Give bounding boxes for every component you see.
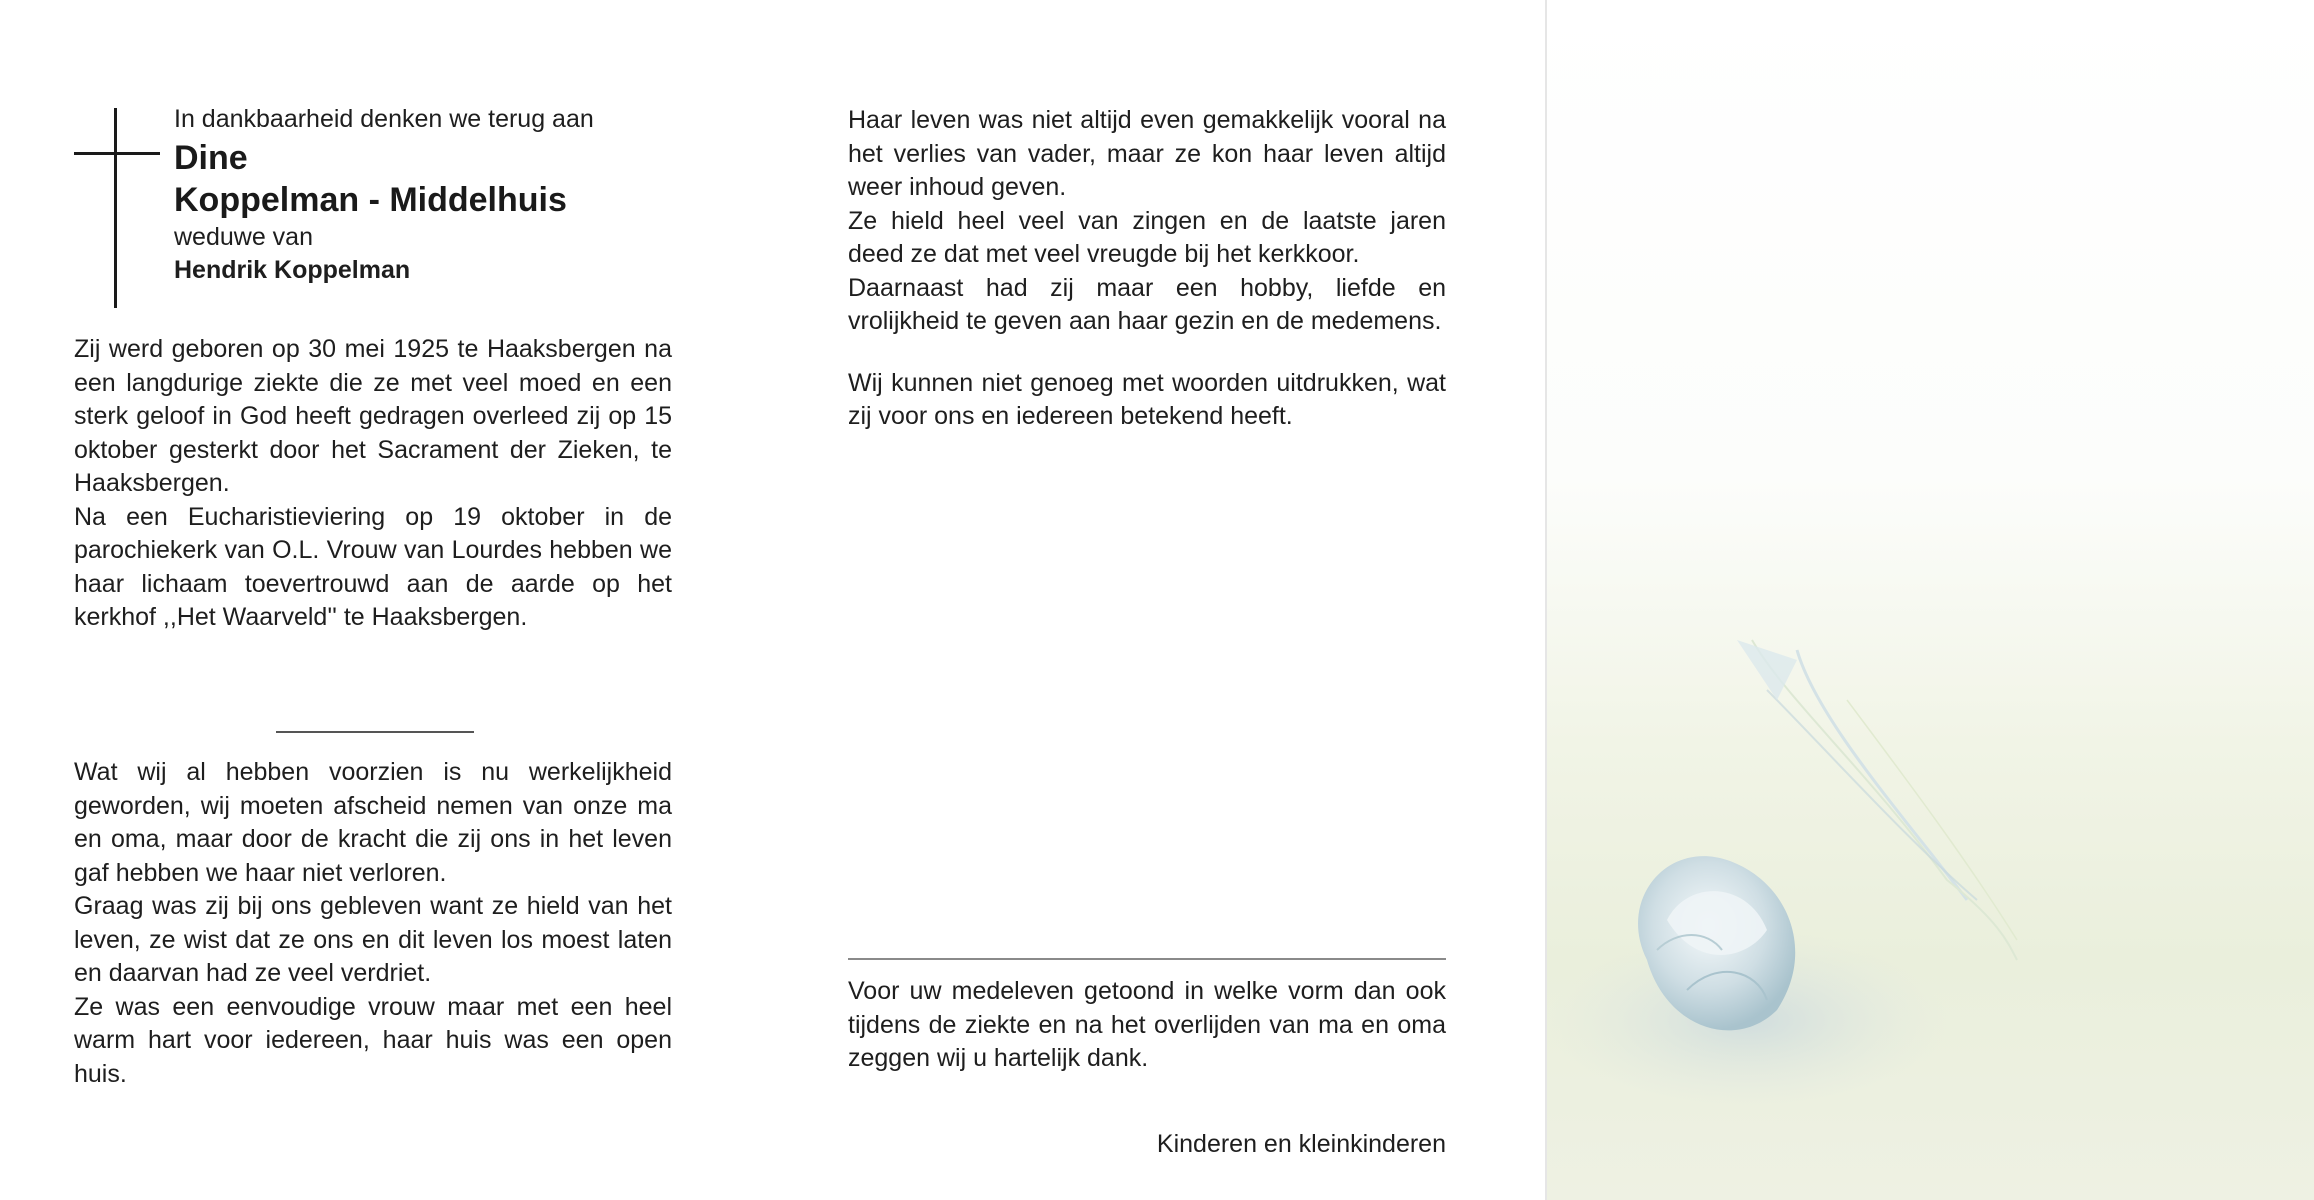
thanks-block — [848, 975, 1446, 1076]
thanks-divider — [848, 958, 1446, 960]
paragraph: Wat wij al hebben voorzien is nu werkelijkheid geworden, wij moeten afscheid nemen van onze ma en oma, maar door de kracht die zij ons in het leven gaf hebben we haar niet verloren. — [74, 758, 672, 887]
first-name: Dine — [174, 138, 248, 177]
paragraph: Graag was zij bij ons gebleven want ze hield van het leven, ze wist dat ze ons en dit leven los moest laten en daarvan had ze veel verdriet. — [74, 892, 672, 987]
rose-illustration — [1547, 0, 2314, 1200]
full-name: Koppelman - Middelhuis — [174, 180, 567, 219]
paragraph: Ze hield heel veel van zingen en de laatste jaren deed ze dat met veel vreugde bij het kerkkoor. — [848, 206, 1446, 268]
funeral-paragraph: Na een Eucharistieviering op 19 oktober in de parochiekerk van O.L. Vrouw van Lourdes hebben we haar lichaam toevertrouwd aan de aarde op het kerkhof ,,Het Waarveld'' te Haaksbergen. — [74, 502, 672, 631]
thanks-paragraph: Voor uw medeleven getoond in welke vorm dan ook tijdens de ziekte en na het overlijden van ma en oma zeggen wij u hartelijk dank. — [848, 977, 1446, 1072]
cross-icon-bar — [74, 152, 160, 155]
section-divider — [276, 731, 474, 733]
rose-icon — [1547, 0, 2314, 1200]
paragraph: Wij kunnen niet genoeg met woorden uitdrukken, wat zij voor ons en iedereen betekend heeft. — [848, 368, 1446, 430]
paragraph: Ze was een eenvoudige vrouw maar met een heel warm hart voor iedereen, haar huis was een open huis. — [74, 992, 672, 1088]
signature: Kinderen en kleinkinderen — [1156, 1130, 1446, 1158]
life-block — [848, 104, 1446, 434]
intro-block — [174, 103, 674, 288]
cross-icon — [114, 108, 117, 308]
biography-block — [74, 333, 672, 635]
opening-line: In dankbaarheid denken we terug aan — [174, 105, 594, 133]
paragraph: Haar leven was niet altijd even gemakkelijk vooral na het verlies van vader, maar ze kon haar leven altijd weer inhoud geven. — [848, 106, 1446, 201]
husband-name: Hendrik Koppelman — [174, 256, 411, 284]
birth-paragraph: Zij werd geboren op 30 mei 1925 te Haaksbergen na een langdurige ziekte die ze met veel moed en een sterk geloof in God heeft gedragen overleed zij op 15 oktober gesterkt door het Sacrament der Zieken, te Haaksbergen. — [74, 335, 672, 497]
remembrance-block — [74, 756, 672, 1091]
paragraph: Daarnaast had zij maar een hobby, liefde en vrolijkheid te geven aan haar gezin en de medemens. — [848, 273, 1446, 335]
relation-line: weduwe van — [174, 222, 313, 251]
